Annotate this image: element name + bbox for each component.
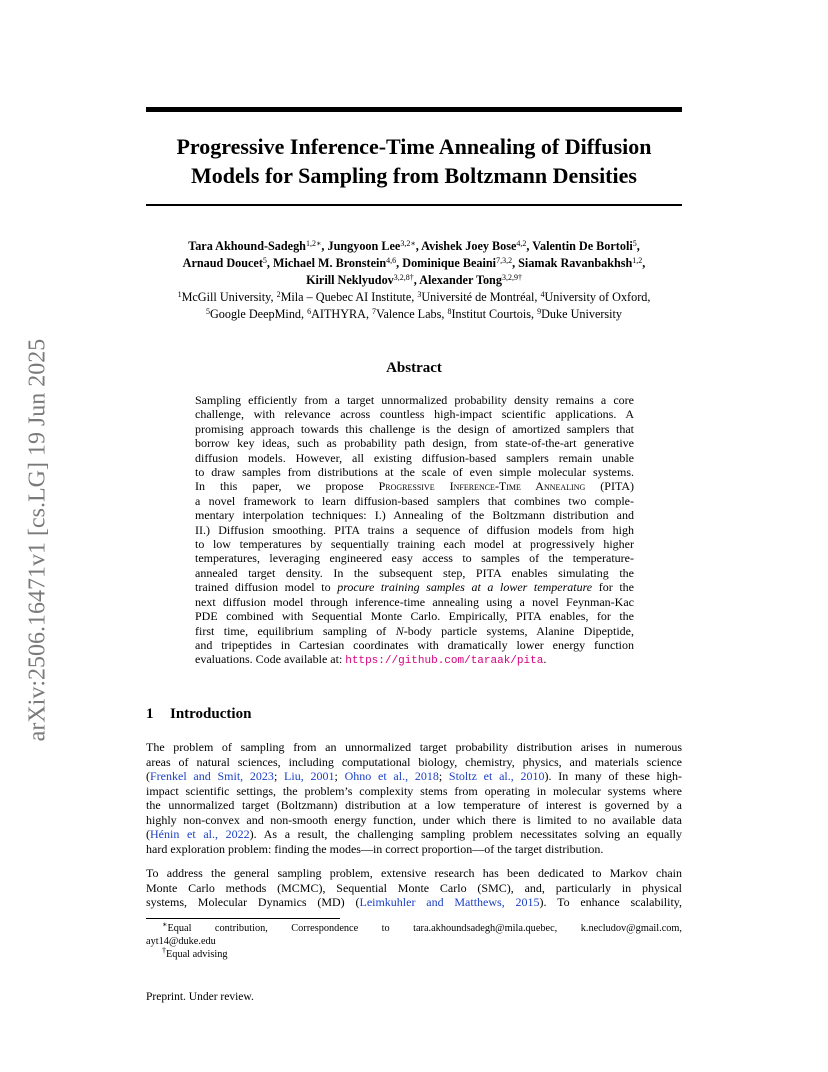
citation-link[interactable]: Ohno et al., 2018 (344, 769, 439, 783)
abstract-line: annealed target density. In the subsequent step, PITA enables simulating the (195, 565, 634, 580)
abstract-line: In this paper, we propose Progressive Inference-Time Annealing (PITA) (195, 479, 634, 494)
abstract-line: Sampling efficiently from a target unnormalized probability density remains a core (195, 393, 634, 407)
arxiv-sidebar-identifier: arXiv:2506.16471v1 [cs.LG] 19 Jun 2025 (24, 338, 51, 742)
abstract-body (195, 393, 634, 669)
abstract-line: temperatures, leveraging engineered easy access to samples of the temperature- (195, 551, 634, 566)
emphasis: procure training samples at a lower temperature (337, 580, 593, 595)
title-line-1: Progressive Inference-Time Annealing of Diffusion (176, 134, 652, 159)
abstract-line: to draw samples from distributions at the scale of even simple molecular systems. (195, 465, 634, 480)
title-line-2: Models for Sampling from Boltzmann Densities (191, 163, 637, 188)
method-name: Progressive Inference-Time Annealing (378, 479, 586, 494)
author-name: Kirill Neklyudov (306, 273, 394, 287)
abstract-line: borrow key ideas, such as probability path design, from state-of-the-art generative (195, 436, 634, 451)
author-name: Avishek Joey Bose (421, 239, 517, 253)
section-title: Introduction (170, 706, 252, 722)
author-name: Alexander Tong (419, 273, 502, 287)
citation-link[interactable]: Liu, 2001 (284, 769, 335, 783)
abstract-line: PDE combined with Sequential Monte Carlo. Empirically, PITA enables, for the (195, 609, 634, 624)
citation-link[interactable]: Frenkel and Smit, 2023 (150, 769, 274, 783)
title-top-rule (146, 107, 682, 112)
author-name: Valentin De Bortoli (532, 239, 633, 253)
abstract-line: first time, equilibrium sampling of N-body particle systems, Alanine Dipeptide, (195, 623, 634, 638)
footnote-1: ∗Equal contribution, Correspondence to tara.akhoundsadegh@mila.quebec, k.necludov@gmail.com, (162, 920, 682, 934)
abstract-line: diffusion models. However, all existing diffusion-based samplers remain unable (195, 450, 634, 465)
affiliation-line-1: $^1$McGill University, $^2$Mila – Quebec AI Institute, $^3$Université de Montréal, $^4$University of Oxford, (177, 290, 651, 304)
citation-link[interactable]: Stoltz et al., 2010 (448, 769, 545, 783)
title-bottom-rule (146, 204, 682, 206)
author-name: Arnaud Doucet (182, 256, 263, 270)
section-number: 1 (146, 706, 154, 722)
author-name: Dominique Beaini (402, 256, 497, 270)
author-name: Michael M. Bronstein (272, 256, 387, 270)
abstract-line: promising approach towards this challenge is the design of amortized samplers that (195, 421, 634, 436)
abstract-line: challenge, with relevance across countless high-impact scientific applications. A (195, 407, 634, 422)
abstract-line: mentary interpolation techniques: I.) Annealing of the Boltzmann distribution and (195, 508, 634, 523)
author-line-2: Arnaud Doucet$^5$, Michael M. Bronstein$^{4,6}$, Dominique Beaini$^{7,3,2}$, Siamak Ravanbakhsh$^{1,2}$, (182, 256, 646, 270)
intro-paragraph-2: To address the general sampling problem, extensive research has been dedicated to Markov chain Monte Carlo methods (MCMC), Sequential Monte Carlo (SMC), and, particularly in physical systems, Molecular Dynamics (MD) (Leimkuhler and Matthews, 2015). To enhance scalability, (146, 866, 682, 909)
affiliation-line-2: $^5$Google DeepMind, $^6$AITHYRA, $^7$Valence Labs, $^8$Institut Courtois, $^9$Duke University (205, 307, 623, 321)
abstract-line: trained diffusion model to procure training samples at a lower temperature for the (195, 580, 635, 595)
citation-link[interactable]: Leimkuhler and Matthews, 2015 (359, 895, 540, 909)
citation-link[interactable]: Hénin et al., 2022 (150, 827, 250, 841)
footnotes (146, 922, 682, 961)
author-name: Jungyoon Lee (327, 239, 401, 253)
abstract-heading: Abstract (386, 360, 442, 376)
footnote-2: †Equal advising (162, 946, 228, 960)
math-variable: N (395, 623, 404, 638)
author-name: Tara Akhound-Sadegh (188, 239, 306, 253)
footnote-rule (146, 918, 340, 919)
code-link[interactable]: https://github.com/taraak/pita (345, 655, 544, 668)
abstract-line: and tripeptides in Cartesian coordinates with dramatically lower energy function (195, 637, 634, 652)
author-line-3: Kirill Neklyudov$^{3,2,8\dagger}$, Alexander Tong$^{3,2,9\dagger}$ (306, 273, 522, 287)
abstract-line: next diffusion model through inference-time annealing using a novel Feynman-Kac (195, 594, 634, 609)
abstract-line: II.) Diffusion smoothing. PITA trains a sequence of diffusion models from high (195, 522, 634, 537)
author-name: Siamak Ravanbakhsh (518, 256, 633, 270)
author-line-1: Tara Akhound-Sadegh$^{1,2∗}$, Jungyoon Lee$^{3,2∗}$, Avishek Joey Bose$^{4,2}$, Valentin De Bortoli$^5$, (188, 239, 640, 253)
author-block (146, 238, 682, 323)
footnote-1-cont: ayt14@duke.edu (146, 936, 216, 947)
paper-title (146, 132, 682, 190)
intro-paragraph-1: The problem of sampling from an unnormalized target probability distribution arises in numerous areas of natural sciences, including computational biology, chemistry, physics, and materials science (Frenkel and Smit, 2023; Liu, 2001; Ohno et al., 2018; Stoltz et al., 2010). In many of these high- impact scientific settings, the problem’s complexity stems from operating in molecular systems where the unnormalized target (Boltzmann) distribution at a low temperature of interest is governed by a highly non-convex and non-smooth energy function, under which there is limited to no available data (Hénin et al., 2022). As a result, the challenging sampling problem necessitates solving an equally hard exploration problem: finding the modes—in correct proportion—of the target distribution. (146, 740, 682, 856)
section-heading-introduction (146, 704, 251, 724)
abstract-line: evaluations. Code available at: https://github.com/taraak/pita. (195, 652, 547, 668)
abstract-line: a novel framework to learn diffusion-based samplers that combines two comple- (195, 493, 634, 508)
abstract-line: to low temperatures by sequentially training each model at progressively higher (195, 537, 634, 552)
preprint-notice: Preprint. Under review. (146, 991, 254, 1003)
